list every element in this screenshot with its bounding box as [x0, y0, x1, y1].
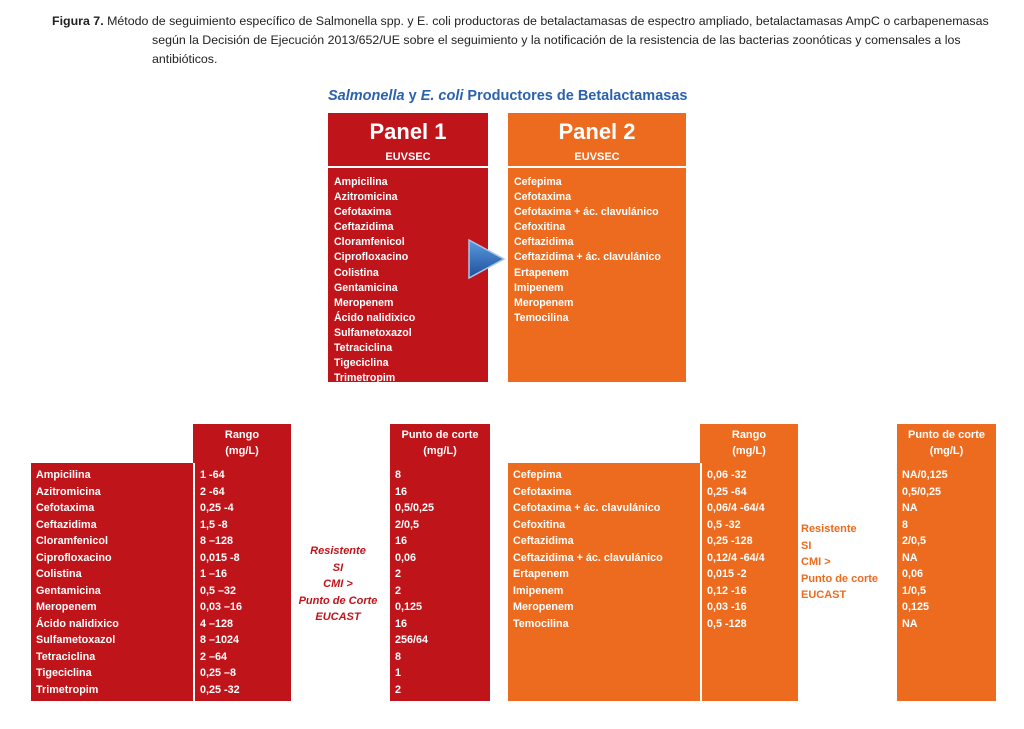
panel-1-subtitle: EUVSEC: [385, 151, 431, 163]
table-row: Gentamicina: [36, 584, 101, 597]
table-cell: 1 –16: [200, 568, 228, 580]
table-row: Azitromicina: [36, 485, 101, 498]
cutoff-header-label: Punto de corte: [401, 429, 479, 441]
range-header-label: Rango: [224, 429, 260, 441]
title-ecoli: E. coli: [420, 88, 464, 104]
table-row: Ceftazidima: [36, 518, 97, 531]
note-line: Punto de corte: [801, 572, 879, 585]
cutoff-header-unit: (mg/L): [423, 445, 457, 457]
table-row: Colistina: [36, 568, 82, 580]
table-cell: 0,12 -16: [707, 584, 747, 597]
caption-line-1: Método de seguimiento específico de Salmonella spp. y E. coli productoras de betalactamasas de espectro ampliado, betalactamasas AmpC o carbapenemasas: [107, 14, 989, 28]
table-cell: 0,25 -64: [707, 485, 747, 498]
panel-2-title: Panel 2: [558, 119, 636, 144]
list-item: Cefotaxima + ác. clavulánico: [514, 206, 659, 219]
table-cell: 0,125: [395, 601, 423, 613]
title-rest: Productores de Betalactamasas: [463, 88, 688, 104]
list-item: Cloramfenicol: [334, 236, 405, 249]
table-cell: 0,06: [395, 551, 417, 564]
table-cell: 8: [902, 518, 909, 531]
list-item: Sulfametoxazol: [334, 326, 412, 339]
table-cell: 1 -64: [200, 469, 225, 481]
table-1-cutoff-header: [390, 424, 490, 463]
title-salmonella: Salmonella: [328, 88, 405, 104]
list-item: Meropenem: [514, 296, 574, 309]
table-row: Tetraciclina: [36, 650, 96, 663]
table-cell: 0,06/4 -64/4: [707, 502, 765, 514]
table-row: Cefotaxima: [36, 502, 95, 514]
cutoff-header-unit: (mg/L): [929, 445, 964, 457]
figure-caption: [52, 12, 1002, 69]
table-cell: 2/0,5: [395, 518, 420, 531]
list-item: Cefotaxima: [334, 206, 392, 219]
table-1-antibiotics: [31, 463, 193, 701]
panel-1-title: Panel 1: [369, 119, 447, 144]
panel-2-list: [508, 172, 686, 326]
range-header-unit: (mg/L): [225, 445, 259, 457]
table-cell: 2 -64: [200, 485, 225, 498]
caption-label: Figura 7.: [52, 14, 104, 28]
note-line: CMI >: [801, 556, 831, 568]
table-cell: 1/0,5: [902, 584, 927, 597]
table-row: Trimetropim: [36, 683, 99, 696]
note-line: Punto de Corte: [298, 594, 378, 607]
table-2-resistance-note: [801, 521, 897, 604]
list-item: Ampicilina: [334, 176, 388, 188]
table-1-ranges: [195, 463, 291, 701]
table-cell: 8: [395, 650, 402, 663]
table-cell: 0,015 -8: [200, 551, 240, 564]
table-2-cutoff-header: [897, 424, 996, 463]
table-cell: 16: [395, 617, 408, 630]
diagram-title: [328, 88, 688, 104]
table-cell: 2: [395, 568, 402, 580]
list-item: Ácido nalidixico: [334, 311, 416, 324]
table-cell: 0,5 -128: [707, 617, 747, 630]
list-item: Imipenem: [514, 281, 564, 294]
table-row: Ciprofloxacino: [36, 551, 112, 564]
table-row: Cefotaxima: [513, 485, 572, 498]
table-cell: 256/64: [395, 634, 429, 646]
list-item: Meropenem: [334, 296, 394, 309]
table-cell: 0,25 –8: [200, 667, 237, 679]
table-cell: 0,03 –16: [200, 601, 243, 613]
note-line: Resistente: [310, 545, 366, 557]
panel-1-divider: [328, 166, 488, 168]
table-cell: NA: [902, 502, 918, 514]
table-row: Tigeciclina: [36, 667, 92, 679]
cutoff-header-label: Punto de corte: [907, 429, 985, 441]
table-cell: 0,06: [902, 568, 924, 580]
table-cell: 0,06 -32: [707, 469, 747, 481]
panel-1: [328, 113, 488, 385]
list-item: Gentamicina: [334, 281, 398, 294]
list-item: Ceftazidima: [514, 236, 574, 249]
table-2-cutoffs: [897, 463, 996, 701]
table-cell: 0,25 -128: [707, 535, 753, 547]
list-item: Trimetropim: [334, 372, 396, 385]
table-cell: NA: [902, 617, 918, 630]
note-line: EUCAST: [801, 589, 847, 601]
table-row: Ertapenem: [513, 568, 569, 580]
table-row: Imipenem: [513, 584, 564, 597]
table-row: Sulfametoxazol: [36, 634, 116, 646]
table-cell: 4 –128: [200, 617, 234, 630]
table-cell: NA: [902, 551, 918, 564]
table-row: Cefotaxima + ác. clavulánico: [513, 502, 661, 514]
note-line: SI: [801, 539, 812, 552]
panel-1-list: [328, 172, 488, 386]
list-item: Tigeciclina: [334, 357, 389, 370]
table-cell: 8: [395, 469, 402, 481]
list-item: Ceftazidima + ác. clavulánico: [514, 251, 661, 264]
table-cell: 0,25 -4: [200, 502, 234, 514]
table-row: Temocilina: [513, 617, 569, 630]
table-cell: 2: [395, 584, 402, 597]
table-row: Ceftazidima + ác. clavulánico: [513, 551, 663, 564]
table-2-antibiotics: [508, 463, 700, 701]
table-cell: 1,5 -8: [200, 518, 228, 531]
table-cell: 0,5 –32: [200, 584, 237, 597]
list-item: Azitromicina: [334, 191, 398, 204]
table-cell: 2: [395, 683, 402, 696]
list-item: Temocilina: [514, 311, 569, 324]
table-1-resistance-note: [292, 543, 384, 626]
list-item: Ceftazidima: [334, 221, 394, 234]
range-header-unit: (mg/L): [732, 445, 766, 457]
range-header-label: Rango: [731, 429, 767, 441]
table-row: Meropenem: [513, 601, 574, 613]
panel-2-divider: [508, 166, 686, 168]
table-cell: 1: [395, 667, 402, 679]
table-1-cutoffs: [390, 463, 490, 701]
table-cell: 0,125: [902, 601, 930, 613]
table-cell: NA/0,125: [902, 469, 948, 481]
table-row: Cefoxitina: [513, 518, 566, 531]
title-and: y: [404, 88, 421, 104]
panel-2: [508, 113, 686, 382]
table-row: Ácido nalidixico: [36, 617, 119, 630]
table-cell: 0,03 -16: [707, 601, 747, 613]
list-item: Cefepima: [514, 176, 562, 188]
table-row: Ceftazidima: [513, 535, 574, 547]
list-item: Tetraciclina: [334, 342, 393, 355]
note-line: EUCAST: [315, 611, 361, 623]
caption-line-2: según la Decisión de Ejecución 2013/652/UE sobre el seguimiento y la notificación de la resistencia de las bacterias zoonóticas y comensales a los antibióticos.: [152, 33, 961, 66]
table-cell: 2/0,5: [902, 535, 927, 547]
table-cell: 2 –64: [200, 650, 228, 663]
table-cell: 0,12/4 -64/4: [707, 551, 765, 564]
list-item: Ertapenem: [514, 266, 569, 279]
right-arrow-icon: [466, 238, 506, 280]
list-item: Cefoxitina: [514, 221, 566, 234]
table-2-ranges: [702, 463, 798, 701]
table-cell: 0,25 -32: [200, 683, 240, 696]
list-item: Ciprofloxacino: [334, 251, 409, 264]
table-row: Cloramfenicol: [36, 535, 108, 547]
list-item: Colistina: [334, 266, 379, 279]
table-row: Meropenem: [36, 601, 97, 613]
table-cell: 8 –1024: [200, 634, 240, 646]
panel-2-subtitle: EUVSEC: [574, 151, 620, 163]
table-cell: 0,015 -2: [707, 568, 747, 580]
table-row: Ampicilina: [36, 469, 91, 481]
table-cell: 16: [395, 535, 408, 547]
table-cell: 0,5/0,25: [395, 502, 435, 514]
note-line: CMI >: [323, 578, 353, 590]
table-row: Cefepima: [513, 469, 562, 481]
list-item: Cefotaxima: [514, 191, 572, 204]
table-2-range-header: [700, 424, 798, 463]
table-1-range-header: [193, 424, 291, 463]
table-cell: 0,5/0,25: [902, 485, 942, 498]
table-cell: 8 –128: [200, 535, 234, 547]
table-cell: 16: [395, 485, 408, 498]
note-line: SI: [332, 561, 344, 574]
table-cell: 0,5 -32: [707, 518, 741, 531]
note-line: Resistente: [801, 523, 857, 535]
